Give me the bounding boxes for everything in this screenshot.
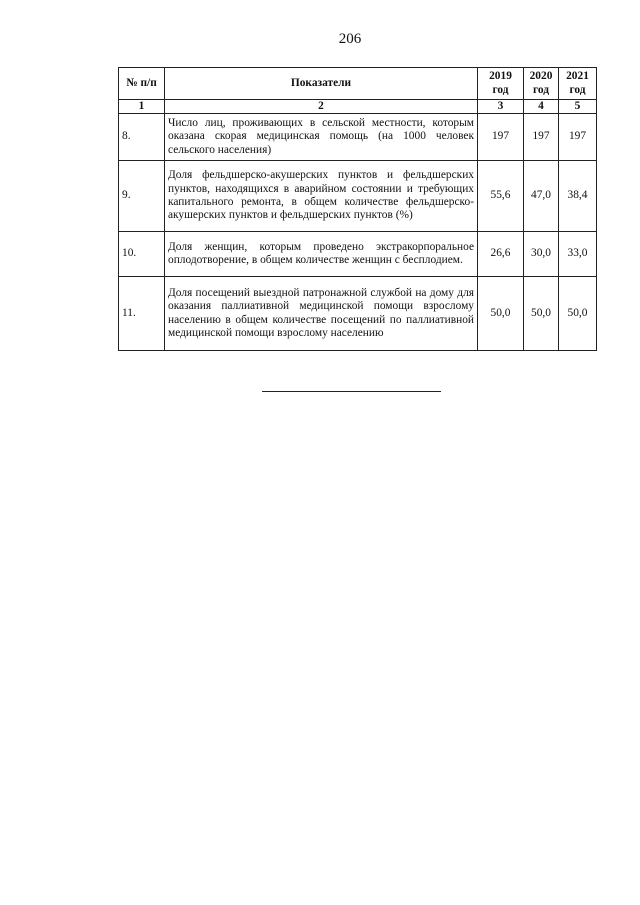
page-number: 206 [338, 31, 362, 47]
column-number: 5 [559, 100, 597, 114]
row-indicator: Доля фельдшерско-акушерских пунктов и фельдшерских пунктов, находящихся в аварийном состоянии и требующих капитального ремонта, в общем количестве фельдшерско-акушерских пунктов и фельдшерских пунктов (%) [165, 161, 478, 232]
value-2020: 47,0 [524, 161, 559, 232]
value-2021: 197 [559, 114, 597, 161]
column-number: 3 [478, 100, 524, 114]
row-indicator: Число лиц, проживающих в сельской местности, которым оказана скорая медицинская помощь (на 1000 человек сельского населения) [165, 114, 478, 161]
column-number: 2 [165, 100, 478, 114]
row-indicator: Доля посещений выездной патронажной службой на дому для оказания паллиативной медицинской помощи взрослому населению в общем количестве посещений по паллиативной медицинской помощи взрослому населению [165, 277, 478, 351]
header-num: № п/п [119, 68, 165, 100]
value-2019: 26,6 [478, 232, 524, 277]
value-2020: 50,0 [524, 277, 559, 351]
table-row [119, 277, 597, 351]
value-2020: 197 [524, 114, 559, 161]
header-2019: 2019 год [478, 68, 524, 100]
table-row [119, 232, 597, 277]
value-2019: 197 [478, 114, 524, 161]
table-row [119, 114, 597, 161]
value-2019: 55,6 [478, 161, 524, 232]
indicators-table [118, 67, 597, 351]
table-row [119, 161, 597, 232]
row-number: 9. [119, 161, 165, 232]
table-header-row [119, 68, 597, 100]
column-number: 4 [524, 100, 559, 114]
value-2021: 50,0 [559, 277, 597, 351]
row-number: 8. [119, 114, 165, 161]
row-indicator: Доля женщин, которым проведено экстракорпоральное оплодотворение, в общем количестве женщин с бесплодием. [165, 232, 478, 277]
value-2020: 30,0 [524, 232, 559, 277]
column-number: 1 [119, 100, 165, 114]
value-2019: 50,0 [478, 277, 524, 351]
column-number-row [119, 100, 597, 114]
row-number: 11. [119, 277, 165, 351]
footer-divider [262, 391, 441, 392]
header-indicator: Показатели [165, 68, 478, 100]
value-2021: 33,0 [559, 232, 597, 277]
header-2020: 2020 год [524, 68, 559, 100]
header-2021: 2021 год [559, 68, 597, 100]
value-2021: 38,4 [559, 161, 597, 232]
row-number: 10. [119, 232, 165, 277]
